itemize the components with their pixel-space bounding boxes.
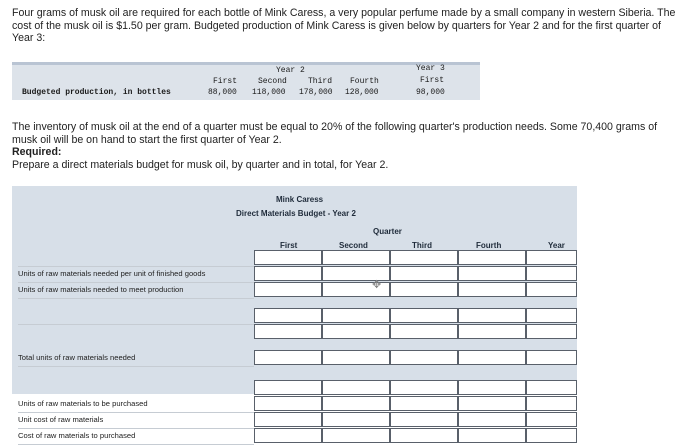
budget-quarter-header: Quarter [373, 227, 402, 236]
budget-input-cell[interactable] [322, 324, 390, 339]
budget-input-cell[interactable] [390, 412, 458, 427]
budget-input-cell[interactable] [254, 380, 322, 395]
budget-input-cell[interactable] [390, 428, 458, 443]
table-row: Unit cost of raw materials [12, 412, 577, 428]
year2-header: Year 2 [276, 66, 305, 75]
table-row [12, 324, 577, 340]
budget-input-cell[interactable] [526, 428, 577, 443]
budget-input-cell[interactable] [526, 308, 577, 323]
budget-input-cell[interactable] [526, 282, 577, 297]
budget-input-cell[interactable] [458, 380, 526, 395]
budget-input-cell[interactable] [526, 250, 577, 265]
budget-input-cell[interactable] [390, 308, 458, 323]
budget-input-cell[interactable] [526, 412, 577, 427]
budget-input-cell[interactable] [390, 380, 458, 395]
quarter-header: Fourth [350, 77, 379, 86]
budget-input-cell[interactable] [458, 396, 526, 411]
move-cursor-icon: ✥ [372, 279, 382, 291]
required-label: Required: [12, 146, 62, 159]
budget-input-cell[interactable] [526, 324, 577, 339]
budget-input-cell[interactable] [322, 380, 390, 395]
production-value: 118,000 [252, 88, 286, 97]
budget-input-cell[interactable] [390, 350, 458, 365]
budget-input-cell[interactable] [254, 396, 322, 411]
quarter-header: Second [258, 77, 287, 86]
year3-header: Year 3 [416, 64, 445, 73]
budget-input-cell[interactable] [254, 324, 322, 339]
budget-input-cell[interactable] [322, 396, 390, 411]
column-header: Fourth [476, 241, 502, 250]
budget-input-cell[interactable] [526, 350, 577, 365]
budget-input-cell[interactable] [458, 412, 526, 427]
table-row: Cost of raw materials to purchased [12, 428, 577, 444]
budget-input-cell[interactable] [526, 266, 577, 281]
column-header: Second [339, 241, 368, 250]
budget-input-cell[interactable] [254, 308, 322, 323]
budget-input-cell[interactable] [254, 350, 322, 365]
table-row: Total units of raw materials needed [12, 350, 577, 366]
budget-input-cell[interactable] [458, 266, 526, 281]
budget-input-cell[interactable] [254, 428, 322, 443]
inventory-text: The inventory of musk oil at the end of a quarter must be equal to 20% of the following quarter's production needs. Some 70,400 grams of musk oil will be on hand to start the first quarter of Year 2. [12, 121, 658, 146]
table-row [12, 380, 577, 396]
budget-input-cell[interactable] [390, 282, 458, 297]
budget-input-cell[interactable] [322, 250, 390, 265]
table-row [12, 308, 577, 324]
table-row: Units of raw materials to be purchased [12, 396, 577, 412]
budget-input-cell[interactable] [458, 324, 526, 339]
year3-quarter-header: First [420, 76, 445, 85]
budget-input-cell[interactable] [458, 308, 526, 323]
quarter-header: First [213, 77, 238, 86]
budget-input-cell[interactable] [458, 250, 526, 265]
year3-production-value: 98,000 [416, 88, 445, 97]
production-value: 88,000 [208, 88, 237, 97]
budget-input-cell[interactable] [390, 396, 458, 411]
column-header: Third [412, 241, 432, 250]
budget-input-cell[interactable] [390, 250, 458, 265]
table-row [12, 250, 577, 266]
budget-input-cell[interactable] [254, 266, 322, 281]
budget-input-cell[interactable] [458, 282, 526, 297]
column-header: Year [548, 241, 565, 250]
budget-input-cell[interactable] [526, 380, 577, 395]
budget-input-cell[interactable] [458, 428, 526, 443]
table-row: Units of raw materials needed to meet production [12, 282, 577, 298]
budget-grid [12, 250, 577, 444]
budget-input-cell[interactable] [390, 324, 458, 339]
budget-input-cell[interactable] [322, 308, 390, 323]
budget-title: Direct Materials Budget - Year 2 [236, 209, 356, 218]
budget-company: Mink Caress [276, 195, 324, 204]
budget-input-cell[interactable] [322, 428, 390, 443]
required-text: Prepare a direct materials budget for musk oil, by quarter and in total, for Year 2. [12, 158, 389, 171]
budget-input-cell[interactable] [322, 350, 390, 365]
problem-intro: Four grams of musk oil are required for each bottle of Mink Caress, a very popular perfume made by a small company in western Siberia. The cost of the musk oil is $1.50 per gram. Budgeted production of Mink Caress is given below by quarters for Year 2 and for the first quarter of Year 3: [12, 7, 676, 45]
quarter-header: Third [308, 77, 333, 86]
problem-details [12, 121, 672, 171]
budget-input-cell[interactable] [526, 396, 577, 411]
budget-input-cell[interactable] [458, 350, 526, 365]
production-value: 128,000 [345, 88, 379, 97]
budget-input-cell[interactable] [254, 250, 322, 265]
production-value: 178,000 [299, 88, 333, 97]
column-header: First [280, 241, 298, 250]
budgeted-production-table [12, 62, 480, 100]
direct-materials-budget [12, 186, 577, 440]
table-row: Units of raw materials needed per unit of finished goods [12, 266, 577, 282]
budget-input-cell[interactable] [254, 412, 322, 427]
production-row-label: Budgeted production, in bottles [22, 88, 171, 97]
budget-input-cell[interactable] [322, 412, 390, 427]
budget-input-cell[interactable] [254, 282, 322, 297]
budget-input-cell[interactable] [390, 266, 458, 281]
